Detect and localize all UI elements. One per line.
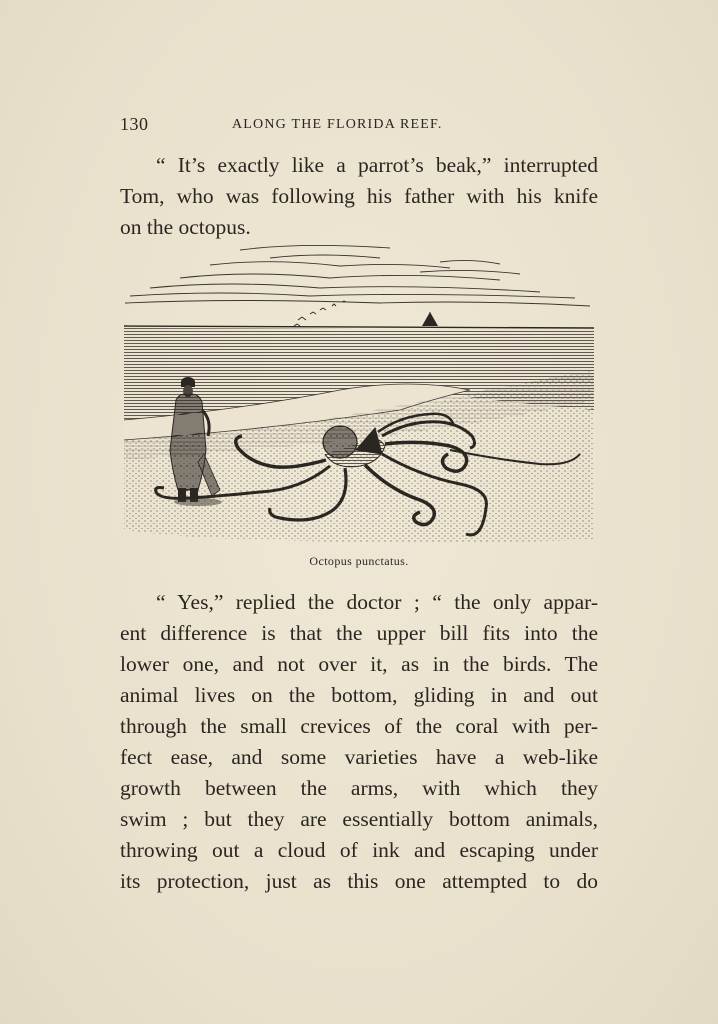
text-line: on the octopus. bbox=[120, 215, 251, 239]
text-line: swim ; but they are essentially bottom animals, bbox=[120, 807, 598, 831]
text-line: Tom, who was following his father with his knife bbox=[120, 184, 598, 208]
running-head: ALONG THE FLORIDA REEF. bbox=[232, 117, 443, 132]
octopus-engraving bbox=[120, 240, 598, 550]
text-line: “ Yes,” replied the doctor ; “ the only appar- bbox=[156, 590, 598, 614]
text-line: ent difference is that the upper bill fits into the bbox=[120, 621, 598, 645]
text-line: growth between the arms, with which they bbox=[120, 776, 598, 800]
page-number: 130 bbox=[120, 114, 149, 134]
figure-caption: Octopus punctatus. bbox=[309, 554, 409, 568]
text-line: lower one, and not over it, as in the birds. The bbox=[120, 652, 598, 676]
text-line: “ It’s exactly like a parrot’s beak,” interrupted bbox=[156, 153, 598, 177]
paragraph-2 bbox=[120, 587, 598, 897]
text-line: its protection, just as this one attempted to do bbox=[120, 869, 598, 893]
paragraph-1 bbox=[120, 150, 598, 243]
text-line: fect ease, and some varieties have a web-like bbox=[120, 745, 598, 769]
text-line: animal lives on the bottom, gliding in and out bbox=[120, 683, 598, 707]
text-line: throwing out a cloud of ink and escaping under bbox=[120, 838, 598, 862]
page-header bbox=[120, 114, 598, 138]
clouds bbox=[125, 245, 590, 306]
birds bbox=[294, 301, 346, 326]
text-line: through the small crevices of the coral with per- bbox=[120, 714, 598, 738]
